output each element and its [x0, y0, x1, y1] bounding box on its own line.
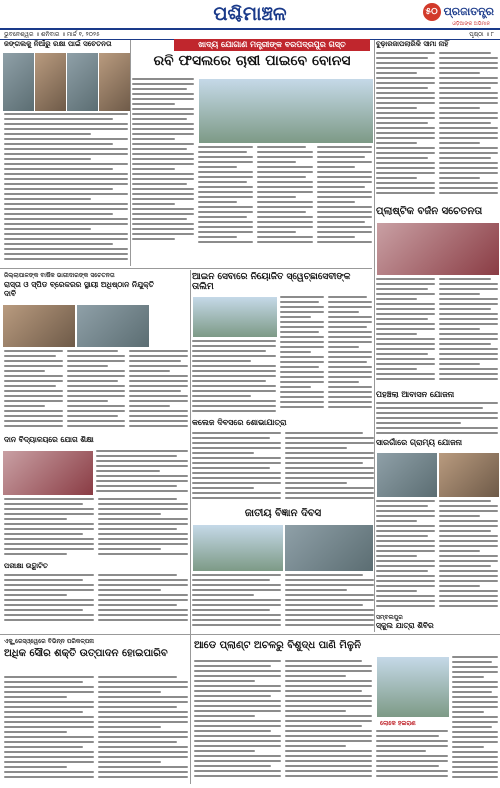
- divider-lower: [0, 634, 500, 635]
- issue-date: ଭୁବନେଶ୍ୱର ॥ ଶନିବାର ॥ ମାର୍ଚ୍ଚ ୧, ୨୦୨୫: [4, 31, 100, 38]
- brand-logo: [423, 3, 494, 21]
- photo-village-2: [438, 452, 500, 498]
- headline-lead-bonus: ରବି ଫସଲରେ ଚାଷୀ ପାଇବେ ବୋନସ: [153, 53, 351, 69]
- photo-forest-fire-4: [98, 52, 132, 112]
- headline-plastic: ପ୍ଲାଷ୍ଟିକ ବର୍ଜନ ସଚେତନତା: [376, 206, 483, 217]
- kicker-school-camp: ସମ୍ବଲପୁର: [376, 614, 403, 621]
- tag-water-plant: ଲୋକେ ହଇରାଣ: [380, 720, 416, 727]
- body-college-day: [192, 432, 374, 504]
- body-solar: [4, 676, 188, 784]
- headline-college-day: କଲେଜ ଦିବସରେ ଶୋଭାଯାତ୍ରା: [192, 418, 287, 427]
- column-rule-2: [374, 40, 375, 632]
- photo-village-1: [376, 452, 438, 498]
- photo-science-day-2: [284, 524, 374, 572]
- photo-forest-fire-2: [34, 52, 68, 112]
- body-village: [376, 500, 498, 610]
- lead-kicker-band: ଖାଦ୍ୟ ଯୋଗାଣ ମନ୍ତ୍ରୀଙ୍କ ବରପଦ୍ରପୁର ଗସ୍ତ: [174, 39, 370, 51]
- headline-forest-fire: ଜଙ୍ଗଲକୁ ନିଆଁରୁ ରକ୍ଷା ପାଇଁ ସଚେତନତା: [4, 40, 112, 48]
- headline-road: ରାସ୍ତା ଓ ସ୍ପିଡ ବ୍ରେକରର ସ୍ଥାୟୀ ଅଧିଷ୍ଠାନ ନିଯୁକ୍ତି ଦାବି: [4, 281, 155, 298]
- photo-legal-training: [192, 296, 278, 338]
- brand-tagline: ଓଡ଼ିଆଙ୍କ ଅଭିମାନ: [452, 21, 490, 27]
- body-water-plant-right: [452, 656, 498, 784]
- headline-legal-volunteers: ଆଇନ ସେବାରେ ନିୟୋଜିତ ସ୍ୱେଚ୍ଛାସେବୀଙ୍କ ତାଲିମ: [192, 272, 351, 293]
- body-lead-left: [132, 78, 194, 248]
- body-right-top: [376, 52, 498, 202]
- headline-yoga: ଦାନ ବିଦ୍ୟାଳୟରେ ଯୋଗ ଶିକ୍ଷା: [4, 436, 94, 444]
- headline-water-plant: ଆଡେ ପ୍ଲାଣ୍ଟ ଅଚଳରୁ ବିଶୁଦ୍ଧ ପାଣି ମିଳୁନି: [194, 640, 361, 651]
- body-yoga: [4, 498, 188, 558]
- kicker-road: ଜିଲ୍ଲାପାଳଙ୍କ ବାର୍ଷିକ ଭାଗୀଦାରଙ୍କ ସଚେତନତା: [4, 272, 115, 279]
- photo-water-plant: [376, 656, 450, 718]
- body-exam: [4, 574, 188, 626]
- photo-road-meeting-1: [2, 304, 76, 348]
- headline-science-day: ଜାତୀୟ ବିଜ୍ଞାନ ଦିବସ: [244, 508, 322, 519]
- photo-lead-minister: [198, 78, 374, 144]
- masthead: [0, 0, 500, 28]
- body-housing: [376, 402, 498, 434]
- body-science-day: [192, 574, 374, 632]
- column-rule-1: [130, 40, 131, 266]
- body-plastic: [376, 278, 498, 386]
- photo-science-day-1: [192, 524, 284, 572]
- divider-upper: [0, 268, 372, 269]
- column-rule-3: [190, 270, 191, 784]
- kicker-solar: ଏକ୍ସ୍ପ୍ରେସ୍ଓ୍ୱେରେ ବିଭିନ୍ନ ପରିକଳ୍ପନା: [4, 638, 95, 645]
- photo-forest-fire-3: [66, 52, 100, 112]
- photo-forest-fire-1: [2, 52, 36, 112]
- headline-right-top: ବୁଢ଼ାରଜାପଲାରିକି ସୀମା ନାହିଁ: [376, 40, 449, 48]
- photo-plastic-rally: [376, 222, 500, 276]
- page-number: ପୃଷ୍ଠା ॥ ୮: [469, 31, 494, 38]
- section-title: ପଶ୍ଚିମାଞ୍ଚଳ: [213, 3, 287, 25]
- headline-school-camp: ସ୍କୁଲ ଯାତ୍ରା ଶିବିର: [376, 622, 434, 630]
- brand-name: ପ୍ରଜାତନ୍ତ୍ର: [443, 5, 494, 18]
- body-lead-right: [198, 146, 372, 248]
- photo-road-meeting-2: [76, 304, 150, 348]
- headline-solar: ଅଧିକ ସୌର ଶକ୍ତି ଉତ୍ପାଦନ ହୋଇପାରିବ: [4, 648, 168, 659]
- headline-village: ସାରଗାଁରେ ଗ୍ରାମ୍ୟ ଯୋଜନା: [376, 438, 463, 447]
- headline-exam: ପରୀକ୍ଷା ଉଦ୍ଘାଟିତ: [4, 562, 48, 570]
- headline-housing: ପହଞ୍ଚଲା ଆବାସନ ଯୋଜନା: [376, 390, 455, 399]
- body-legal-left: [192, 340, 276, 414]
- body-legal-right: [280, 296, 372, 414]
- body-water-plant-under-photo: [376, 730, 448, 784]
- body-water-plant: [194, 660, 372, 784]
- body-yoga-top: [96, 450, 188, 494]
- body-forest-fire: [4, 113, 128, 265]
- body-road: [4, 350, 188, 430]
- logo-emblem-icon: ୫୦: [423, 3, 441, 21]
- photo-yoga-students: [2, 450, 94, 496]
